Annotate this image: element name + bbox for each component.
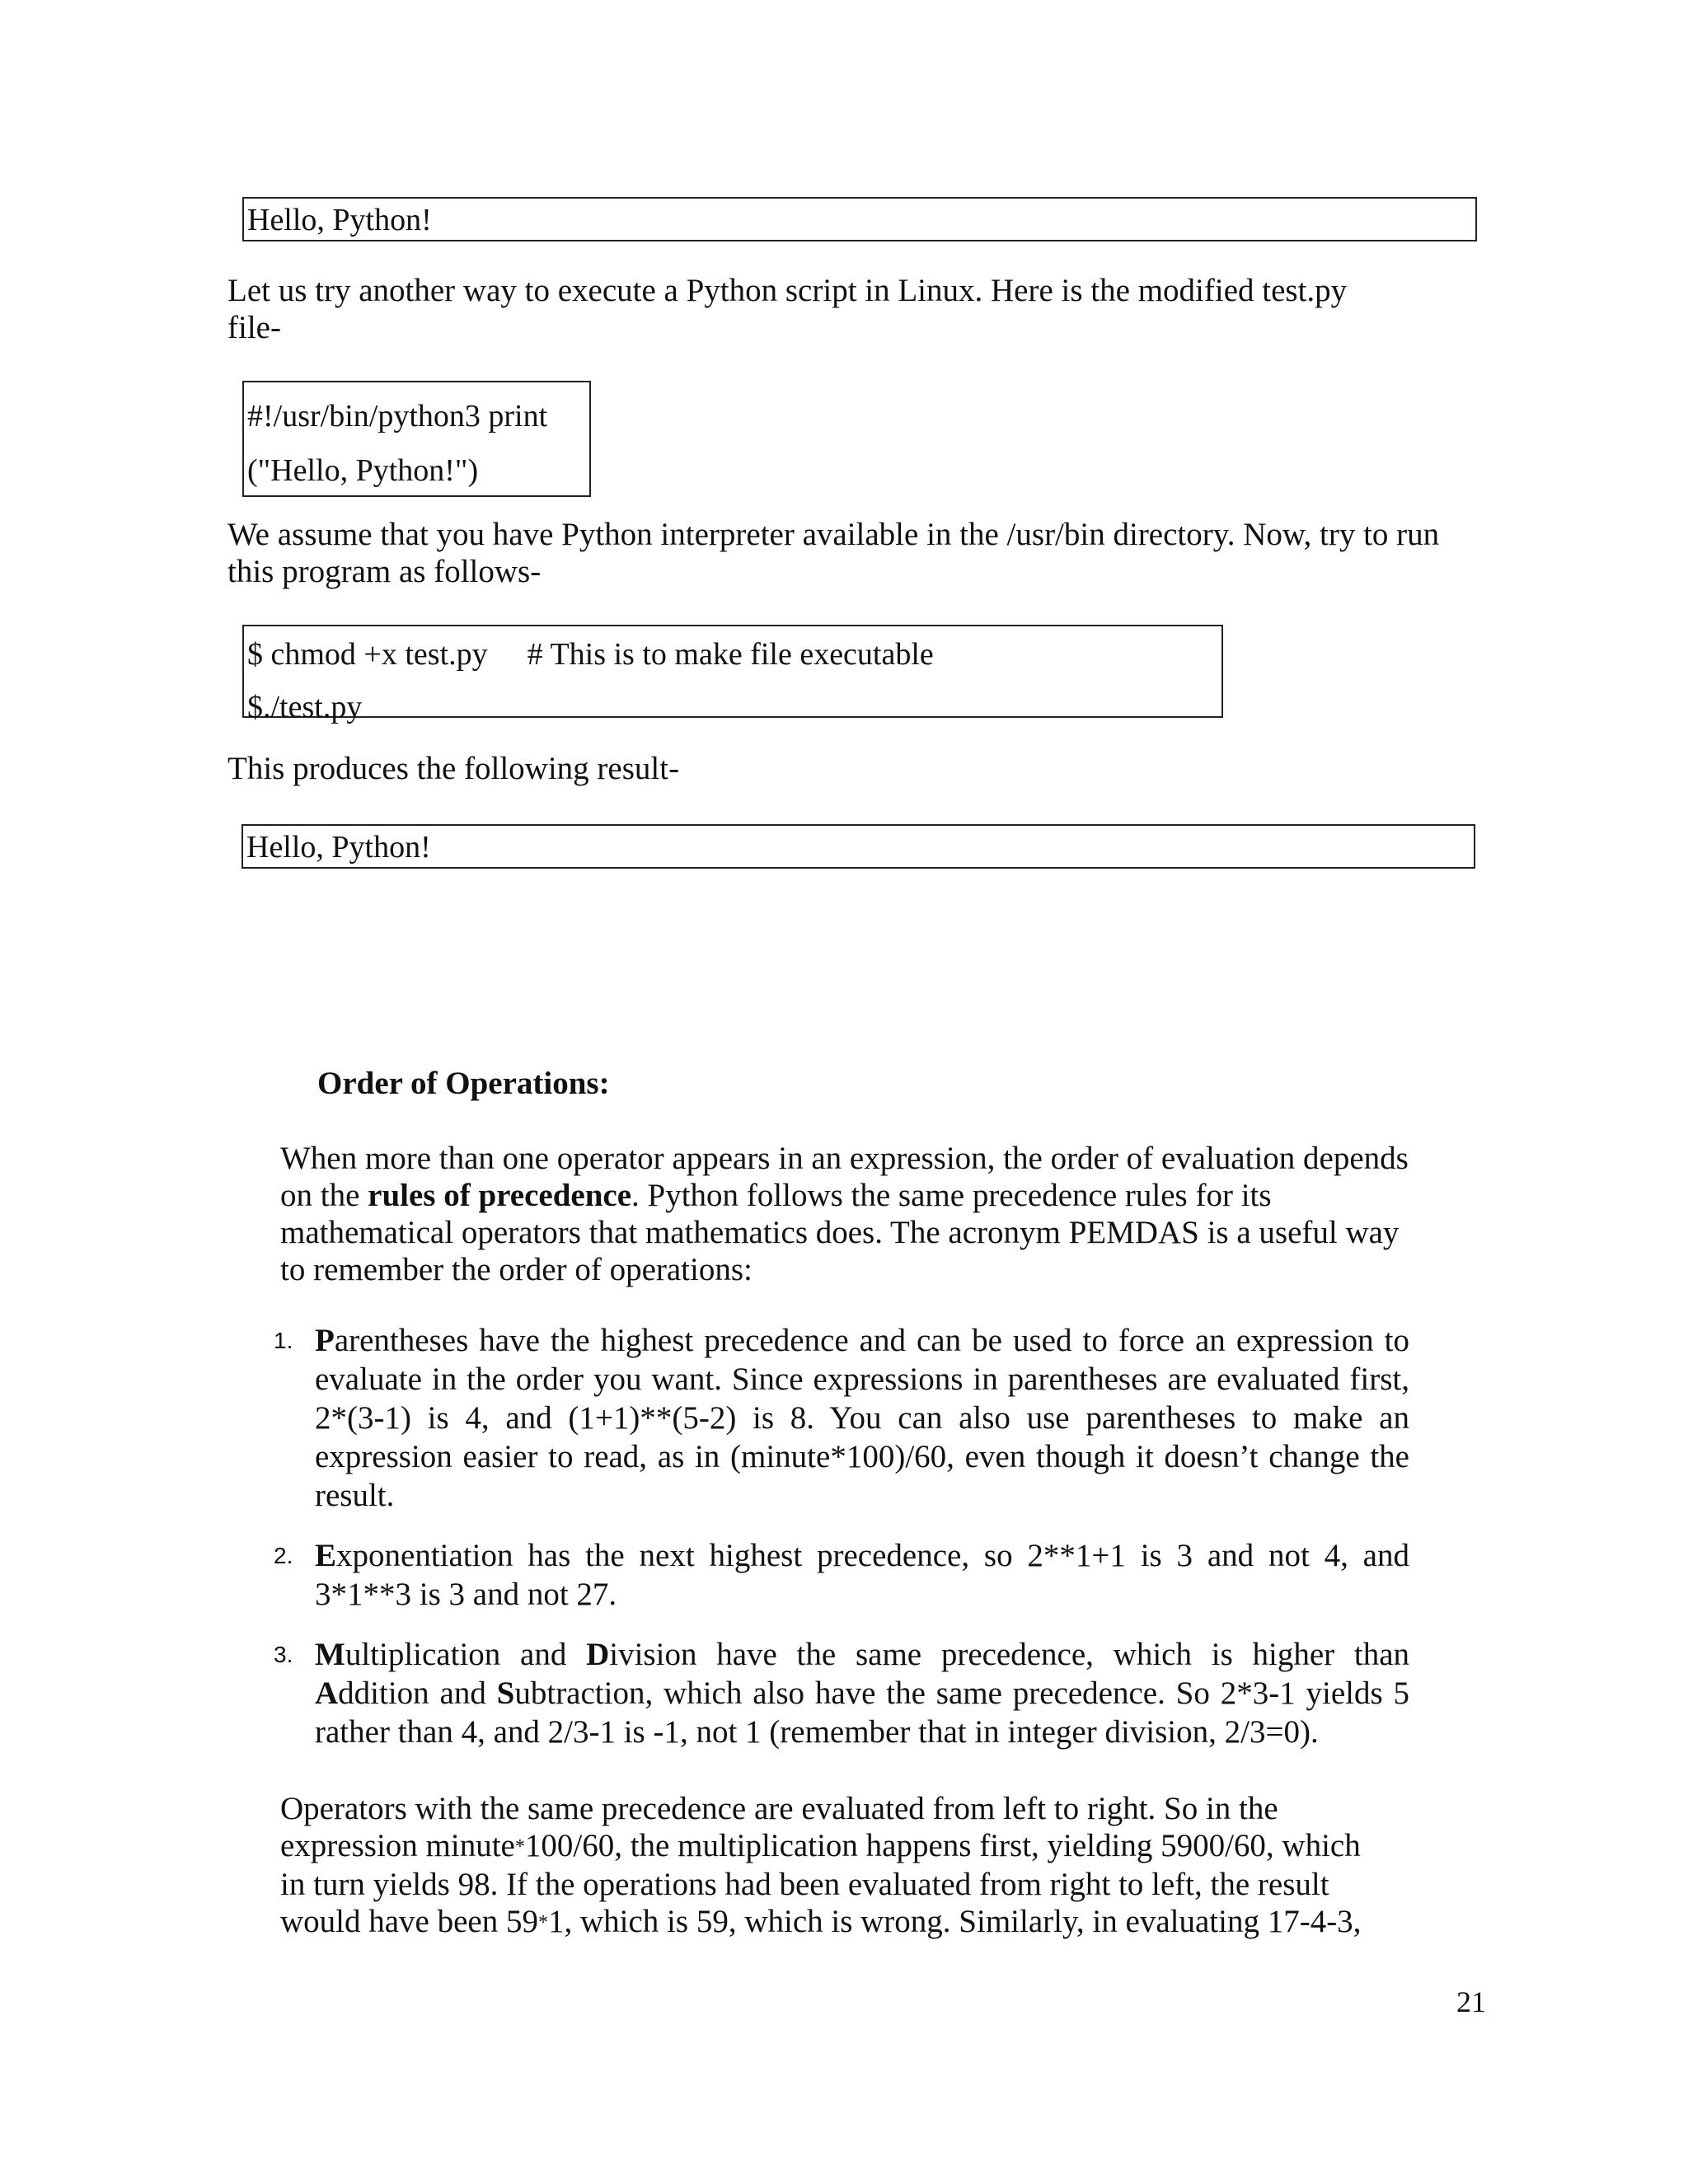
item-text: ultiplication and [345,1637,587,1672]
list-text [315,1321,1409,1515]
multiply-symbol: * [514,1836,525,1858]
code-line-2: ("Hello, Python!") [247,453,479,488]
paragraph-line: would have been 59 [280,1904,538,1939]
intro-line-1: Let us try another way to execute a Python script in Linux. Here is the modified test.py [227,273,1348,308]
paragraph-line: 100/60, the multiplication happens first, yielding 5900/60, which [524,1828,1361,1863]
item-text: xponentiation has the next highest precedence, so 2**1+1 is 3 and not 4, and 3*1**3 is 3 and not 27. [315,1538,1409,1612]
assume-paragraph [227,516,1439,590]
code-box-shebang [242,381,591,497]
code-line-chmod [247,628,1218,681]
paragraph-text: . Python follows the same precedence rules for its mathematical operators that mathematics does. The acronym PEMDAS is a useful way to remember the order of operations: [280,1178,1400,1287]
section-heading: Order of Operations: [317,1066,610,1101]
code-line-run: $./test.py [247,690,363,724]
produces-paragraph: This produces the following result- [227,751,680,786]
code-box-chmod [242,625,1223,724]
intro-paragraph [227,272,1347,346]
chmod-comment: # This is to make file executable [527,637,934,672]
list-number: 3. [274,1642,293,1667]
bold-initial: M [315,1637,345,1672]
list-number: 1. [274,1328,293,1353]
chmod-command: $ chmod +x test.py [247,637,488,672]
paragraph-line: Operators with the same precedence are evaluated from left to right. So in the [280,1791,1278,1826]
paragraph-line: 1, which is 59, which is wrong. Similarly, in evaluating 17-4-3, [548,1904,1362,1939]
output-text: Hello, Python! [247,203,432,237]
output-box-1 [242,197,1477,241]
list-item-parentheses [274,1321,1409,1515]
paragraph-line: in turn yields 98. If the operations had been evaluated from right to left, the result [280,1867,1329,1902]
bold-initial: S [496,1675,515,1711]
code-line-1: #!/usr/bin/python3 print [247,399,548,434]
assume-line-2: this program as follows- [227,554,542,589]
list-item-multiplication [274,1635,1410,1751]
assume-line-1: We assume that you have Python interpreter available in the /usr/bin directory. Now, try to run [227,517,1440,552]
page-number: 21 [1456,1985,1486,2018]
intro-line-2: file- [227,310,281,345]
item-text: arentheses have the highest precedence and can be used to force an expression to evaluate in the order you want. Since expressions in parentheses are evaluated first, 2*(3-1) is 4, and (1+1)**(5-2) is 8. You can also use parentheses to make an expression easier to read, as in (minute*100)/60, even though it doesn’t change the result. [315,1323,1409,1513]
output-box-2 [241,824,1475,869]
item-text: ivision have the same precedence, which is higher than [609,1637,1410,1672]
paragraph-text: When more than one operator appears in an expression, the order of evaluation depends on the [280,1141,1409,1213]
list-item-exponentiation [274,1536,1409,1614]
output-text: Hello, Python! [246,830,431,865]
rules-of-precedence-term: rules of precedence [368,1178,632,1213]
bold-initial: P [315,1323,335,1358]
precedence-paragraph [280,1140,1418,1288]
item-text: ddition and [338,1675,497,1711]
list-number: 2. [274,1543,293,1568]
bold-initial: A [315,1675,339,1711]
left-to-right-paragraph [280,1790,1361,1942]
bold-initial: E [315,1538,337,1573]
list-text [315,1536,1409,1614]
bold-initial: D [586,1637,610,1672]
paragraph-line: expression minute [280,1828,515,1863]
list-text [315,1635,1409,1751]
item-text: ubtraction, which also have the same precedence. So 2*3-1 yields 5 rather than 4, and 2/3-1 is -1, not 1 (remember that in integer division, 2/3=0). [315,1675,1409,1750]
multiply-symbol: * [538,1912,548,1933]
